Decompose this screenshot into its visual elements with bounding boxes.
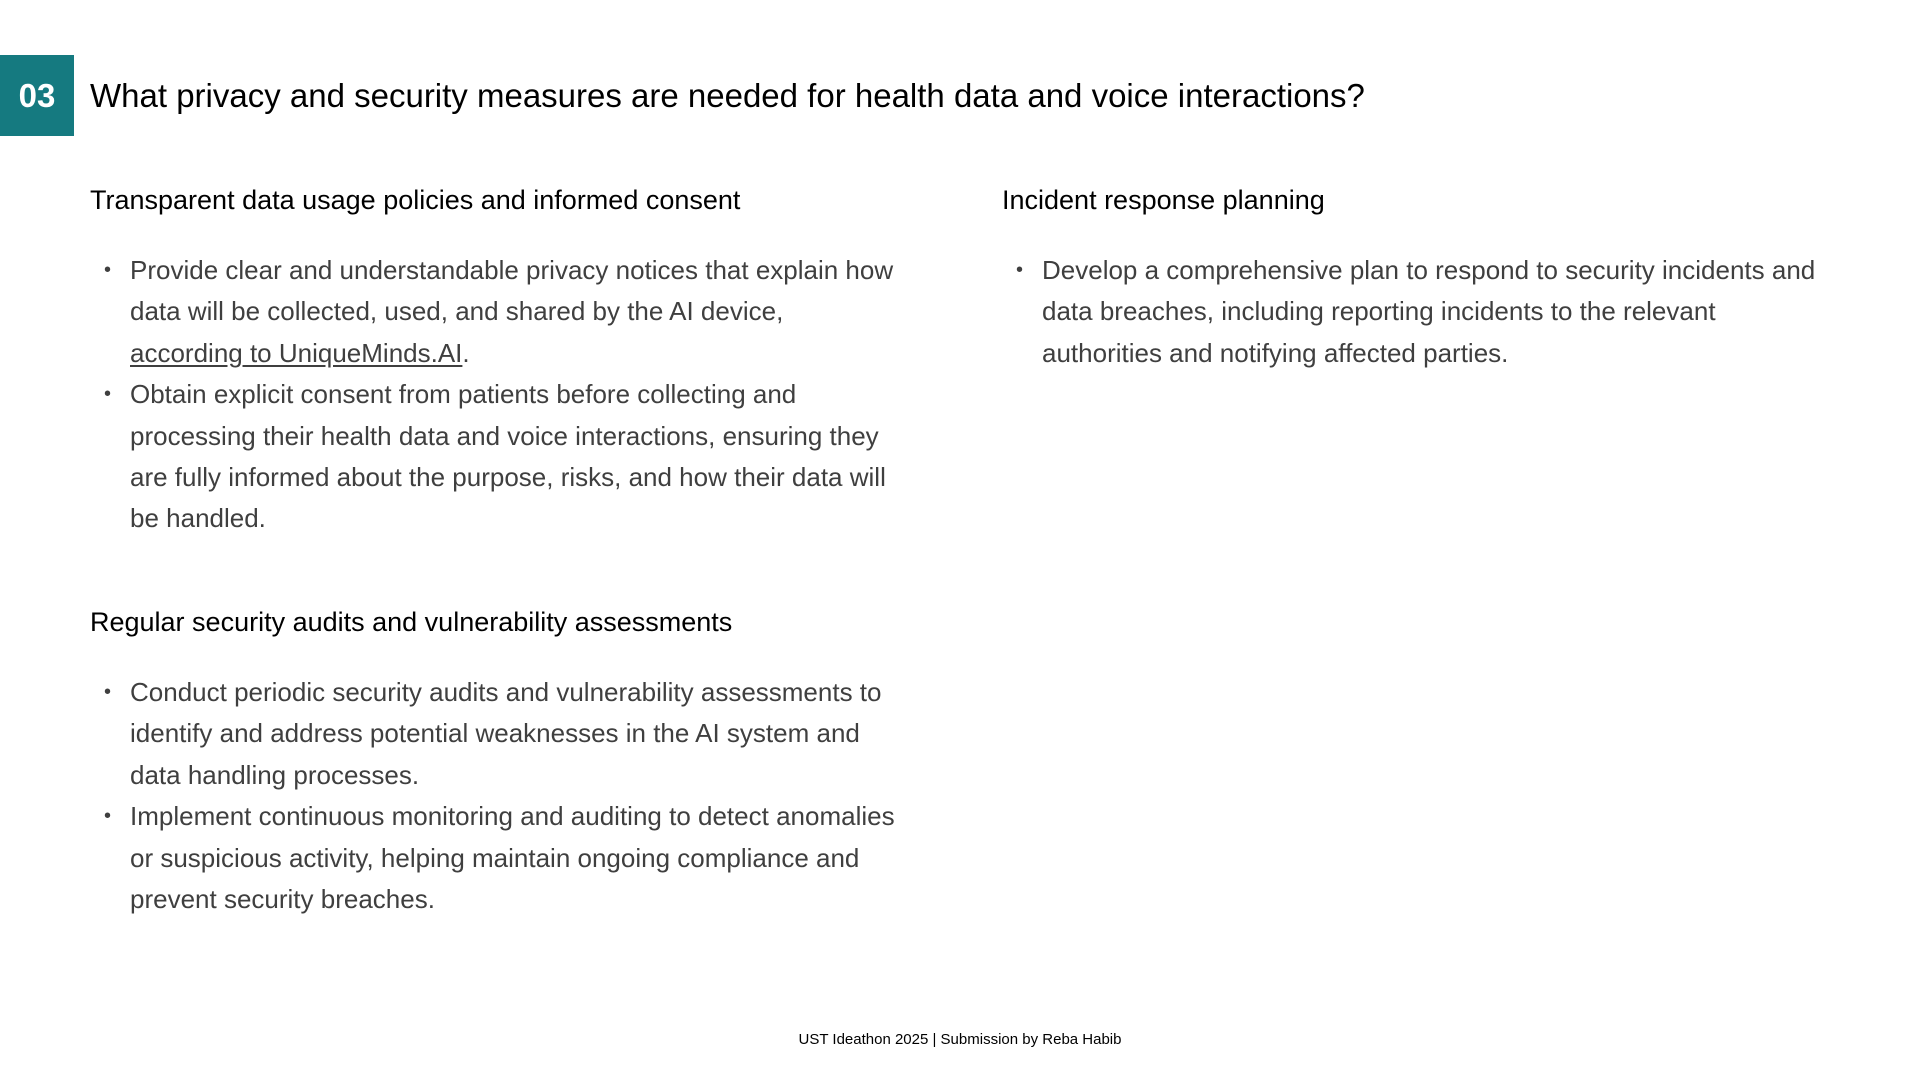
section-incident-response (1002, 183, 1832, 374)
bullet-item (90, 672, 910, 796)
bullet-icon: • (104, 805, 112, 828)
source-link[interactable]: according to UniqueMinds.AI (130, 337, 463, 368)
bullet-icon: • (1016, 259, 1024, 281)
slide-number-badge: 03 (0, 55, 74, 136)
bullet-item (1002, 250, 1832, 374)
section-heading: Incident response planning (1002, 185, 1325, 215)
bullet-text: Provide clear and understandable privacy notices that explain how data will be collected, used, and shared by the AI device, (130, 255, 894, 327)
bullet-item (90, 250, 900, 374)
bullet-text: Conduct periodic security audits and vulnerability assessments to identify and address potential weaknesses in the AI system and data handling processes. (130, 677, 882, 790)
bullet-text-end: . (462, 337, 470, 368)
bullet-icon: • (104, 383, 112, 406)
section-heading: Transparent data usage policies and informed consent (90, 185, 741, 215)
section-heading: Regular security audits and vulnerability assessments (90, 607, 733, 637)
section-security-audits (90, 605, 910, 920)
bullet-icon: • (104, 259, 112, 281)
bullet-icon: • (104, 681, 112, 703)
bullet-list (90, 672, 910, 920)
bullet-text: Develop a comprehensive plan to respond to security incidents and data breaches, including reporting incidents to the relevant authorities and notifying affected parties. (1042, 255, 1816, 368)
bullet-text: Implement continuous monitoring and auditing to detect anomalies or suspicious activity, helping maintain ongoing compliance and prevent security breaches. (130, 801, 895, 915)
bullet-item (90, 374, 900, 540)
footer-text: UST Ideathon 2025 | Submission by Reba Habib (798, 1031, 1122, 1048)
slide-title: What privacy and security measures are needed for health data and voice interactions? (90, 77, 1365, 114)
bullet-item (90, 796, 910, 920)
bullet-text: Obtain explicit consent from patients before collecting and processing their health data and voice interactions, ensuring they are fully informed about the purpose, risks, and how their data will be handled. (130, 379, 886, 534)
bullet-list (90, 250, 900, 540)
section-transparent-data-usage (90, 183, 900, 540)
bullet-list (1002, 250, 1832, 374)
